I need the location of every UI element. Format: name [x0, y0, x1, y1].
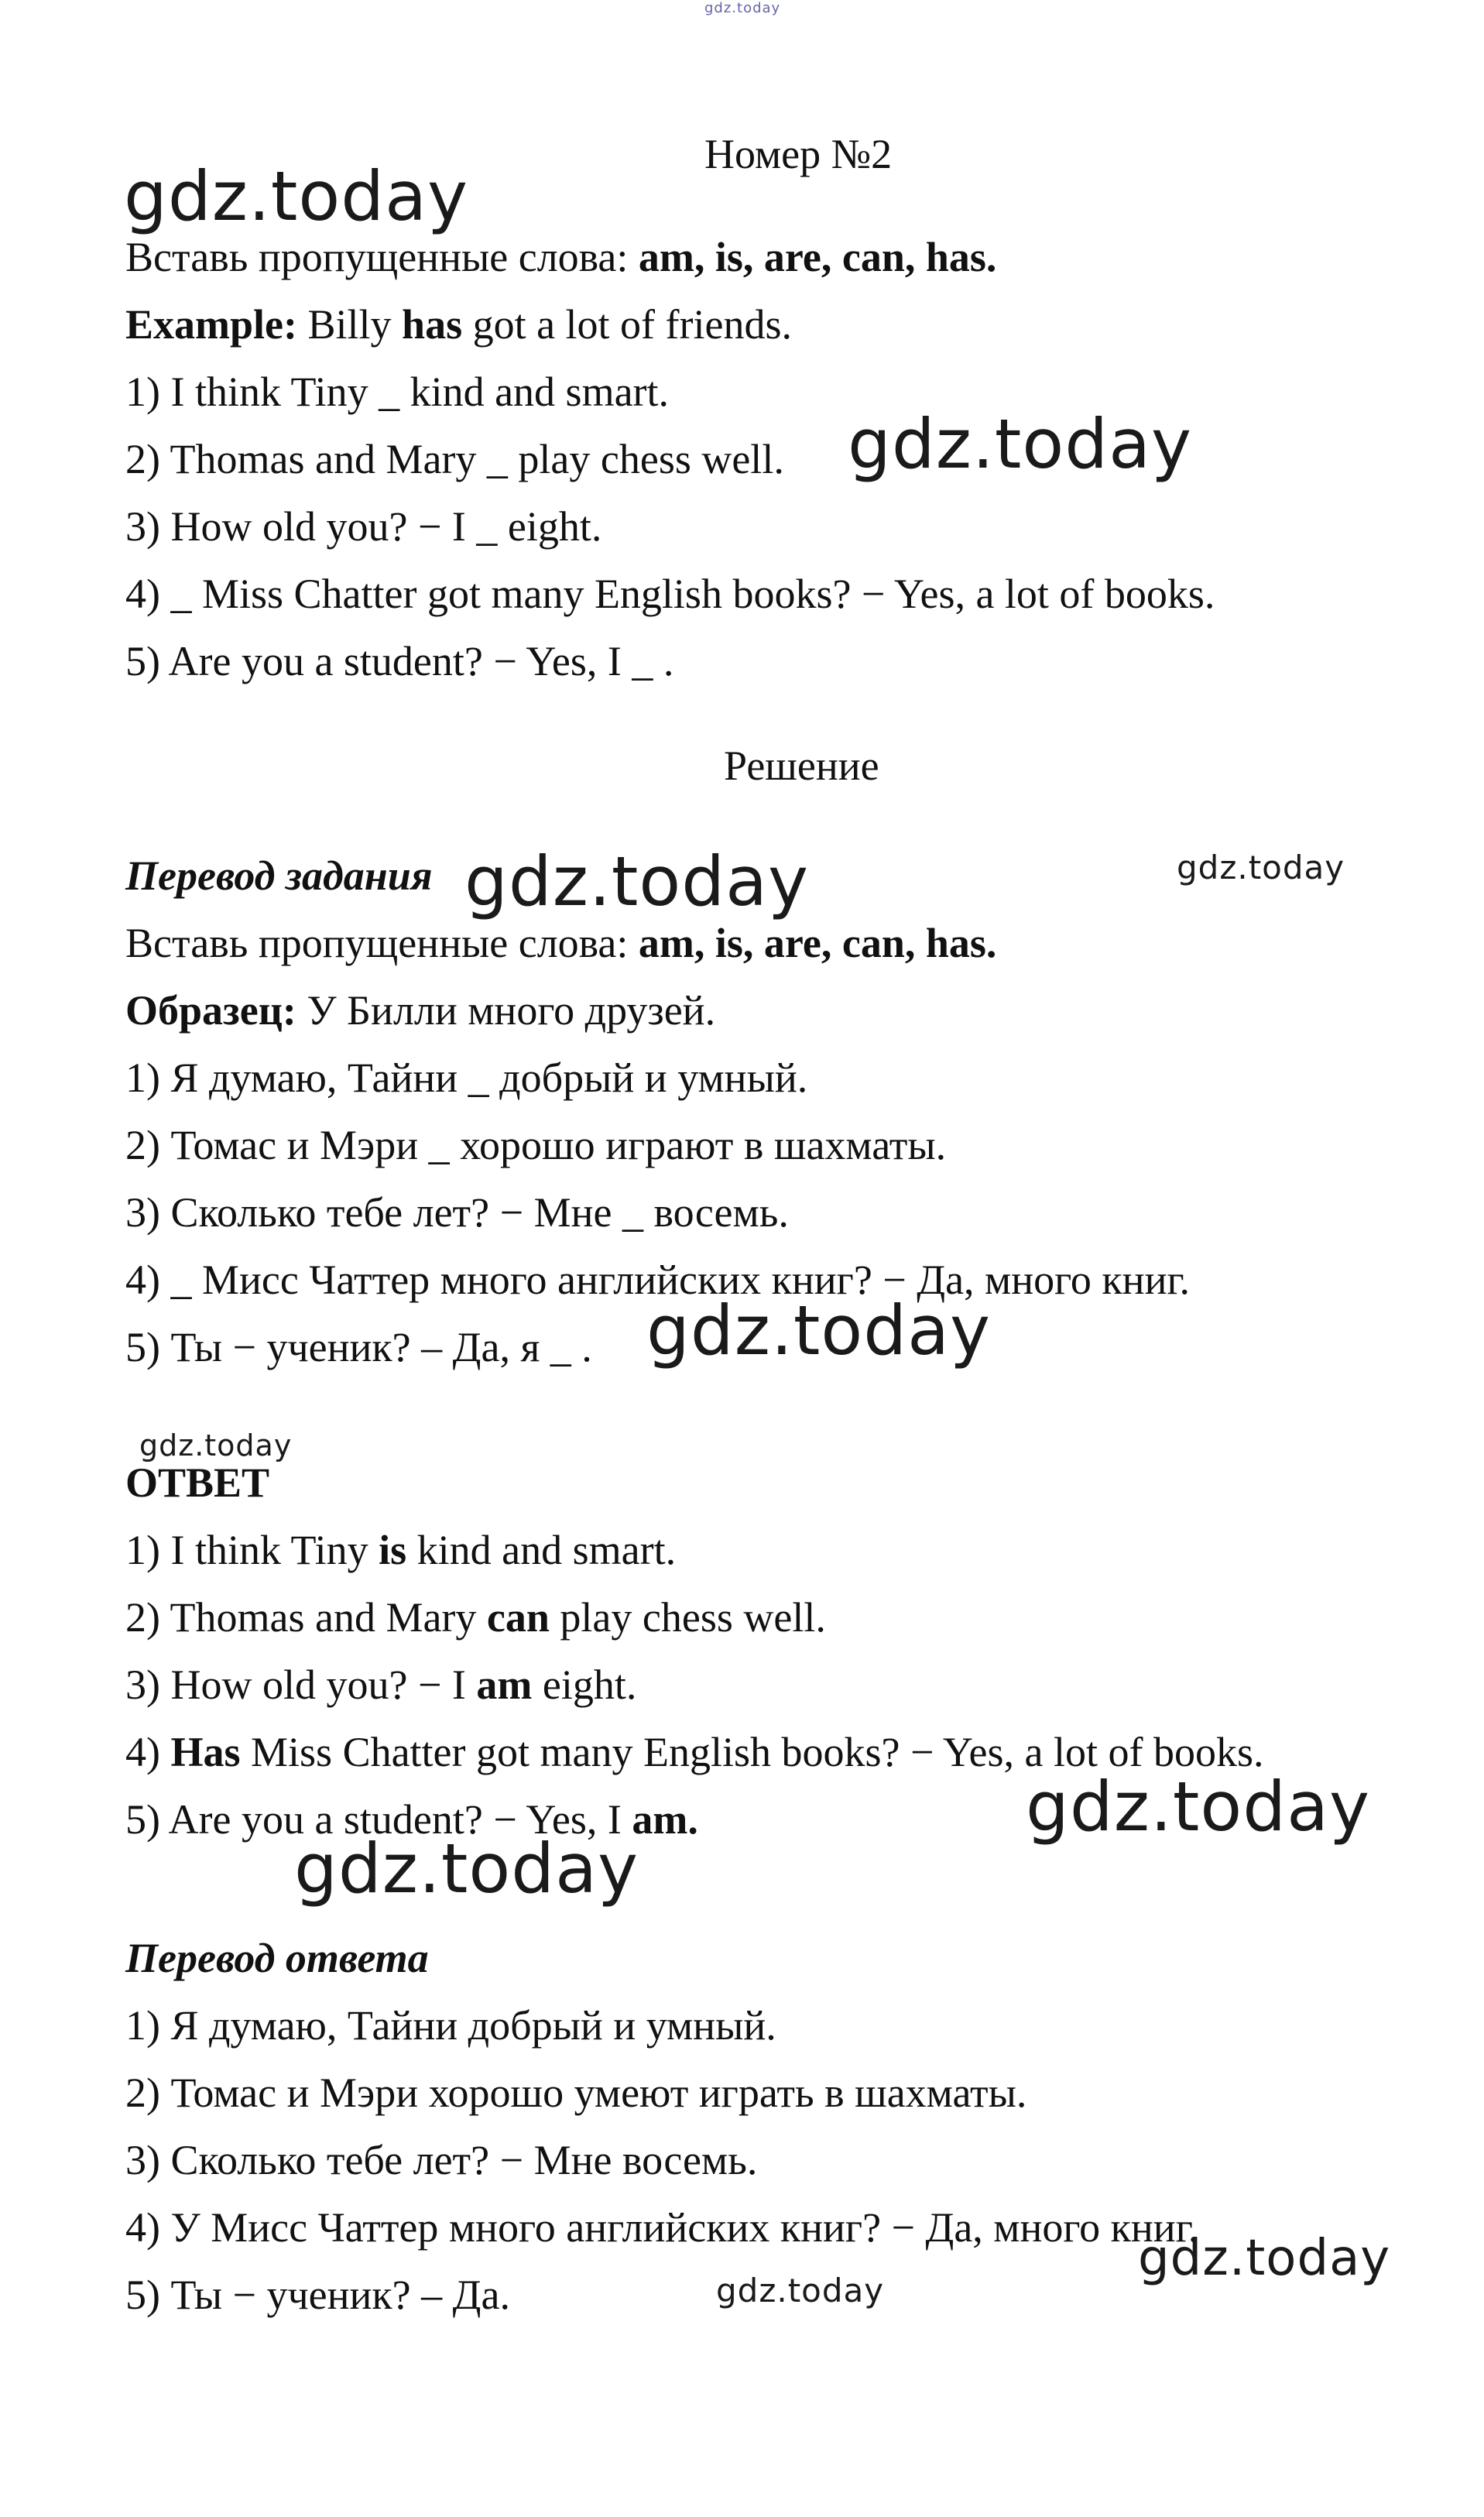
- answer-text: 4): [125, 1729, 171, 1775]
- answer-translation-item: 5) Ты − ученик? – Да.: [125, 2272, 510, 2318]
- watermark: gdz.today: [139, 1428, 293, 1463]
- answer-text: 5) Are you a student? − Yes, I: [125, 1796, 632, 1843]
- translation-item: 4) _ Мисс Чаттер много английских книг? − Да, много книг.: [125, 1257, 1191, 1303]
- watermark: gdz.today: [124, 156, 469, 236]
- example-text: У Билли много друзей.: [296, 987, 716, 1034]
- answer-translation-item: 4) У Мисс Чаттер много английских книг? − Да, много книг.: [125, 2204, 1199, 2251]
- task-item: 3) How old you? − I _ eight.: [125, 503, 602, 550]
- answer-heading: ОТВЕТ: [125, 1459, 270, 1506]
- example-bold-word: has: [402, 301, 463, 348]
- answer-translation-item: 2) Томас и Мэри хорошо умеют играть в шахматы.: [125, 2069, 1027, 2116]
- translation-instruction: [125, 922, 996, 964]
- answer-word: can: [486, 1594, 550, 1641]
- watermark: gdz.today: [1026, 1767, 1371, 1847]
- answer-word: am: [476, 1661, 533, 1708]
- answer-word: am.: [632, 1796, 698, 1843]
- answer-text: 1) I think Tiny: [125, 1527, 379, 1573]
- example-text: got a lot of friends.: [462, 301, 792, 348]
- answer-translation-item: 3) Сколько тебе лет? − Мне восемь.: [125, 2137, 758, 2183]
- answer-translation-heading: Перевод ответа: [125, 1935, 429, 1981]
- translation-item: 3) Сколько тебе лет? − Мне _ восемь.: [125, 1189, 789, 1236]
- watermark: gdz.today: [1138, 2230, 1391, 2287]
- answer-text: play chess well.: [549, 1594, 826, 1641]
- instruction-text: Вставь пропущенные слова:: [125, 234, 639, 280]
- translation-heading: Перевод задания: [125, 852, 433, 899]
- translation-item: 1) Я думаю, Тайни _ добрый и умный.: [125, 1054, 808, 1101]
- example-label: Example:: [125, 301, 297, 348]
- translation-example: [125, 987, 716, 1034]
- answer-text: Miss Chatter got many English books? − Yes, a lot of books.: [240, 1729, 1264, 1775]
- translation-item: 2) Томас и Мэри _ хорошо играют в шахматы.: [125, 1122, 947, 1168]
- answer-text: kind and smart.: [406, 1527, 677, 1573]
- answer-word: is: [379, 1527, 407, 1573]
- answer-translation-item: 1) Я думаю, Тайни добрый и умный.: [125, 2002, 776, 2049]
- answer-text: eight.: [532, 1661, 637, 1708]
- page-title: Номер №2: [704, 131, 893, 177]
- solution-heading: Решение: [724, 742, 879, 789]
- watermark: gdz.today: [716, 2272, 885, 2310]
- task-item: 2) Thomas and Mary _ play chess well.: [125, 436, 784, 482]
- answer-item: [125, 1594, 826, 1641]
- task-item: 5) Are you a student? − Yes, I _ .: [125, 638, 674, 684]
- instruction-words: am, is, are, can, has.: [638, 234, 997, 280]
- instruction-text: Вставь пропущенные слова:: [125, 920, 639, 966]
- answer-word: Has: [170, 1729, 241, 1775]
- answer-item: [125, 1661, 637, 1708]
- translation-item: 5) Ты − ученик? – Да, я _ .: [125, 1324, 592, 1370]
- answer-item: [125, 1529, 676, 1571]
- watermark: gdz.today: [646, 1291, 992, 1370]
- watermark-top: gdz.today: [704, 0, 781, 16]
- task-item: 4) _ Miss Chatter got many English books? − Yes, a lot of books.: [125, 571, 1215, 617]
- watermark: gdz.today: [1177, 849, 1345, 886]
- instruction-words: am, is, are, can, has.: [638, 920, 997, 966]
- task-example: [125, 301, 792, 348]
- watermark: gdz.today: [848, 404, 1193, 484]
- task-instruction: [125, 236, 996, 278]
- answer-text: 3) How old you? − I: [125, 1661, 477, 1708]
- example-label: Образец:: [125, 987, 296, 1034]
- watermark: gdz.today: [294, 1829, 639, 1908]
- task-item: 1) I think Tiny _ kind and smart.: [125, 369, 670, 415]
- example-text: Billy: [297, 301, 403, 348]
- watermark: gdz.today: [464, 842, 810, 921]
- answer-text: 2) Thomas and Mary: [125, 1594, 487, 1641]
